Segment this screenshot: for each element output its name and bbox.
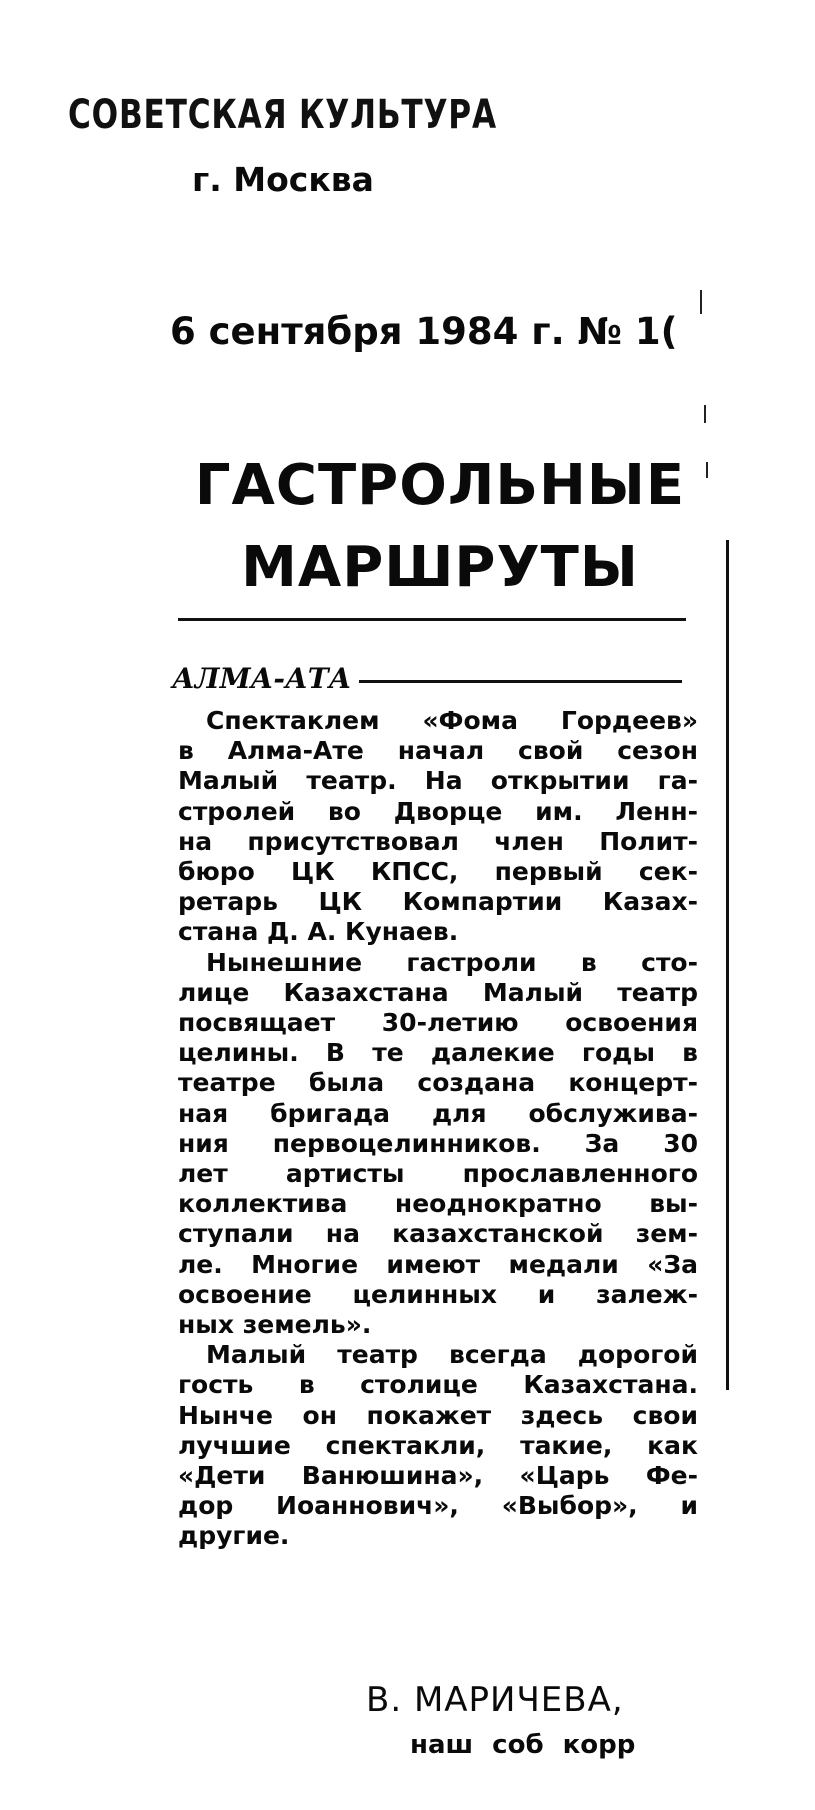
body-line: дор Иоаннович», «Выбор», и — [178, 1491, 698, 1521]
body-line: другие. — [178, 1521, 290, 1551]
clipping-edge-mark — [704, 405, 706, 423]
body-line: ния первоцелинников. За 30 — [178, 1128, 698, 1158]
section-header — [172, 662, 682, 695]
body-line: гость в столице Казахстана. — [178, 1370, 698, 1400]
body-line: ле. Многие имеют медали «За — [178, 1249, 698, 1279]
body-line: Нынешние гастроли в сто- — [206, 947, 698, 977]
clipping-edge-line — [726, 540, 729, 1390]
body-line: освоение целинных и залеж- — [178, 1279, 698, 1309]
section-rule — [359, 680, 682, 683]
body-line: «Дети Ванюшина», «Царь Фе- — [178, 1461, 698, 1491]
article-body — [178, 706, 698, 1552]
body-line: на присутствовал член Полит- — [178, 826, 698, 856]
body-line: ретарь ЦК Компартии Казах- — [178, 887, 698, 917]
headline-line-2: МАРШРУТЫ — [241, 535, 639, 600]
body-line: лице Казахстана Малый театр — [178, 977, 698, 1007]
body-line: Малый театр. На открытии га- — [178, 766, 698, 796]
body-line: ная бригада для обслужива- — [178, 1098, 698, 1128]
byline-name: В. МАРИЧЕВА, — [366, 1680, 624, 1720]
body-line: стана Д. А. Кунаев. — [178, 917, 459, 947]
clipping-edge-mark — [700, 290, 702, 314]
body-line: лет артисты прославленного — [178, 1159, 698, 1189]
body-line: Малый театр всегда дорогой — [206, 1340, 698, 1370]
headline-line-1: ГАСТРОЛЬНЫЕ — [194, 453, 686, 518]
headline-divider — [178, 618, 686, 621]
byline-role: наш соб корр — [410, 1730, 636, 1760]
body-line: бюро ЦК КПСС, первый сек- — [178, 857, 698, 887]
body-line: коллектива неоднократно вы- — [178, 1189, 698, 1219]
body-line: посвящает 30-летию освоения — [178, 1008, 698, 1038]
article-headline — [175, 445, 705, 609]
body-line: ных земель». — [178, 1310, 372, 1340]
body-line: ступали на казахстанской зем- — [178, 1219, 698, 1249]
body-line: театре была создана концерт- — [178, 1068, 698, 1098]
clipping-edge-mark — [706, 462, 708, 478]
body-line: лучшие спектакли, такие, как — [178, 1430, 698, 1460]
body-line: целины. В те далекие годы в — [178, 1038, 698, 1068]
newspaper-masthead: СОВЕТСКАЯ КУЛЬТУРА — [68, 92, 497, 138]
section-label: АЛМА-АТА — [172, 662, 352, 695]
body-line: в Алма-Ате начал свой сезон — [178, 736, 698, 766]
newspaper-city: г. Москва — [192, 160, 374, 199]
issue-dateline: 6 сентября 1984 г. № 1( — [170, 310, 678, 353]
body-line: Нынче он покажет здесь свои — [178, 1400, 698, 1430]
body-line: Спектаклем «Фома Гордеев» — [206, 706, 698, 735]
body-line: стролей во Дворце им. Ленн- — [178, 796, 698, 826]
